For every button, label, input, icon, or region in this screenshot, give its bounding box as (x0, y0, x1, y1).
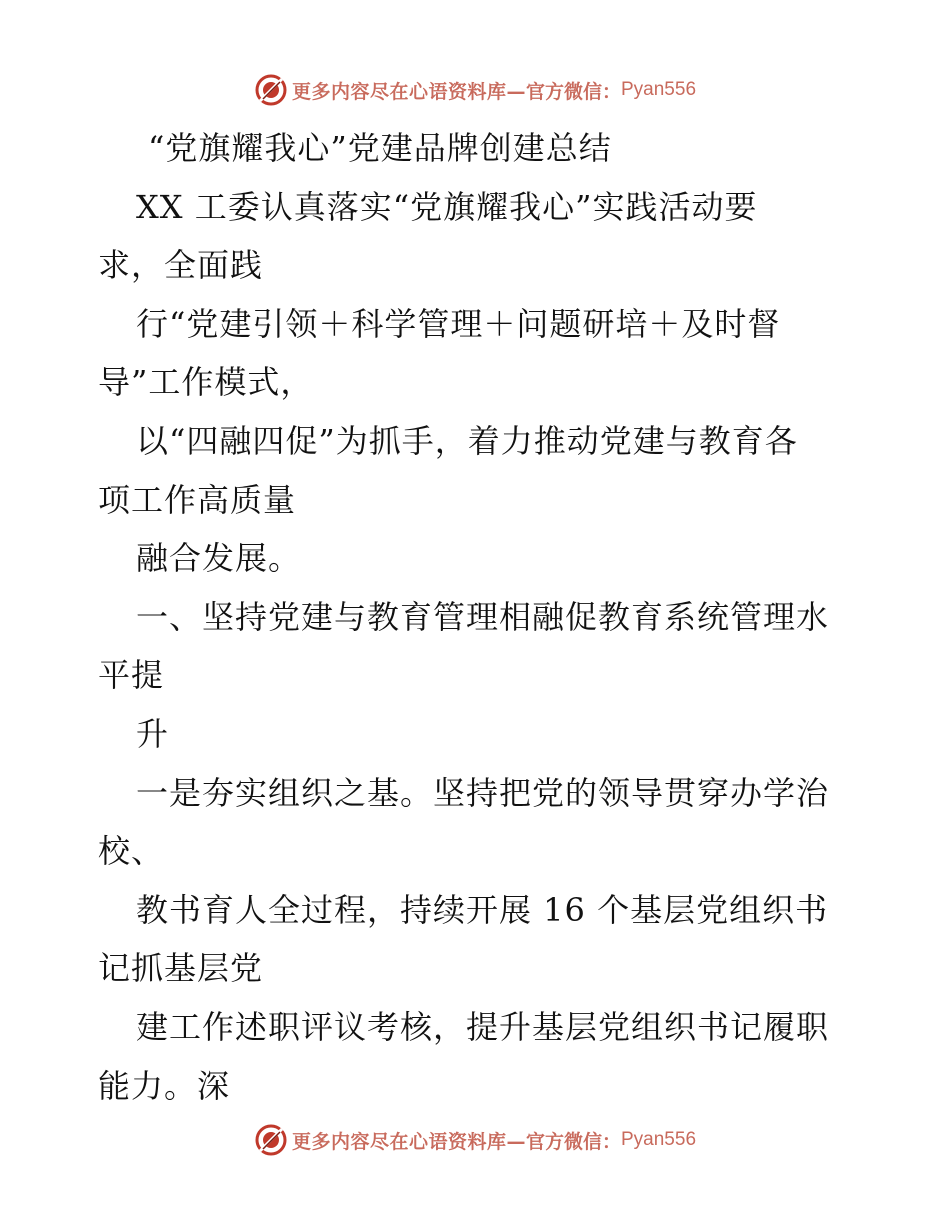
watermark-text: 更多内容尽在心语资料库— (291, 80, 526, 103)
red-seal-pen-logo-icon (254, 73, 288, 107)
paragraph-line: 以“四融四促”为抓手，着力推动党建与教育各 (136, 421, 798, 460)
red-seal-pen-logo-icon (254, 1123, 288, 1157)
section-heading-line: 平提 (98, 656, 165, 695)
document-title: “党旗耀我心”党建品牌创建总结 (148, 129, 612, 167)
paragraph-line: 融合发展。 (136, 539, 302, 578)
watermark-wechat-id: Pyan556 (621, 1129, 697, 1150)
footer-watermark (0, 1120, 950, 1160)
paragraph-line: 校、 (98, 832, 165, 871)
paragraph-line: XX 工委认真落实“党旗耀我心”实践活动要 (136, 187, 758, 226)
watermark-text: 更多内容尽在心语资料库— (291, 1130, 526, 1153)
watermark-wechat-id: Pyan556 (621, 79, 697, 100)
section-heading-line: 一、坚持党建与教育管理相融促教育系统管理水 (136, 597, 830, 636)
watermark-wechat-label: 官方微信： (525, 1130, 621, 1153)
paragraph-line: 一是夯实组织之基。坚持把党的领导贯穿办学治 (136, 773, 830, 812)
paragraph-line: 教书育人全过程，持续开展 16 个基层党组织书 (136, 890, 829, 929)
section-heading-line: 升 (136, 714, 170, 753)
paragraph-line: 能力。深 (98, 1066, 231, 1105)
paragraph-line: 求，全面践 (98, 246, 264, 285)
paragraph-line: 行“党建引领＋科学管理＋问题研培＋及时督 (136, 304, 781, 343)
watermark-wechat-label: 官方微信： (525, 80, 621, 103)
paragraph-line: 导”工作模式， (98, 363, 314, 402)
document-body (98, 119, 858, 1115)
paragraph-line: 记抓基层党 (98, 949, 264, 988)
header-watermark (0, 70, 950, 110)
paragraph-line: 建工作述职评议考核，提升基层党组织书记履职 (136, 1007, 830, 1046)
paragraph-line: 项工作高质量 (98, 480, 297, 519)
